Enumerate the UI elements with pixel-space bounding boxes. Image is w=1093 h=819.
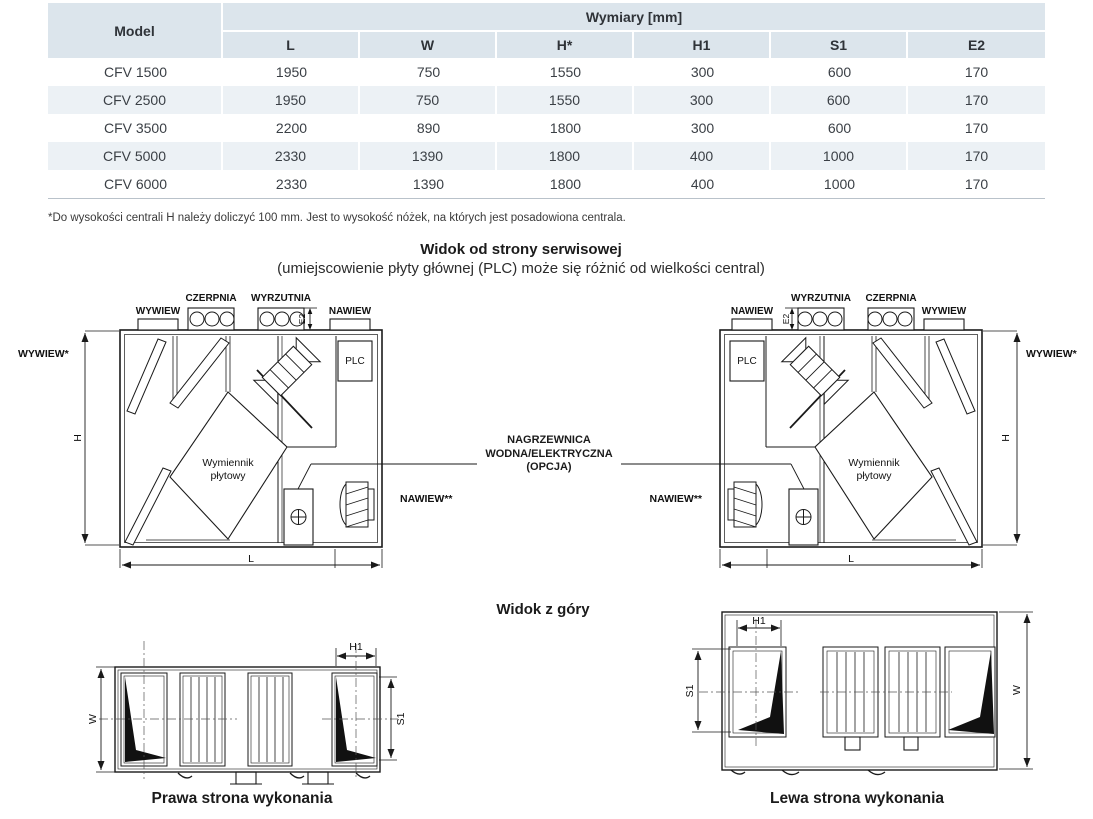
duct-label: NAWIEW — [328, 306, 372, 317]
dim-label-h1: H1 — [349, 641, 363, 653]
value-cell: 2330 — [275, 176, 308, 192]
value-cell: 1800 — [549, 120, 582, 136]
value-cell: 300 — [690, 64, 715, 80]
heater-note-line: WODNA/ELEKTRYCZNA — [485, 447, 613, 460]
plc-label: PLC — [737, 356, 757, 367]
service-view-left-unit-drawing — [85, 308, 427, 568]
column-header-w: W — [360, 32, 495, 58]
heater-note-line: (OPCJA) — [526, 461, 572, 473]
value-cell: 300 — [690, 120, 715, 136]
value-cell: 400 — [690, 176, 715, 192]
value-cell: 2330 — [223, 142, 360, 170]
value-cell: 2200 — [275, 120, 308, 136]
value-cell: 170 — [908, 142, 1045, 170]
value-cell: 890 — [416, 120, 441, 136]
dim-label-l: L — [248, 553, 254, 565]
value-cell: 400 — [634, 142, 771, 170]
exchanger-label: płytowy — [210, 470, 246, 482]
duct-label: NAWIEW — [730, 306, 774, 317]
exchanger-label: płytowy — [856, 470, 892, 482]
dim-label-e2: E2 — [781, 313, 791, 325]
dim-label-h1: H1 — [752, 615, 766, 627]
dim-label-h: H — [72, 434, 84, 442]
dim-label-h: H — [1000, 434, 1012, 442]
value-cell: 600 — [771, 86, 908, 114]
top-view-right-side-drawing — [87, 641, 407, 784]
side-label-nawiew-dstar: NAWIEW** — [400, 493, 453, 505]
value-cell: 170 — [908, 86, 1045, 114]
table-group-header: Wymiary [mm] — [223, 3, 1045, 30]
plc-label: PLC — [345, 356, 365, 367]
heater-note-line: NAGRZEWNICA — [507, 434, 591, 446]
service-view-subtitle: (umiejscowienie płyty głównej (PLC) może się różnić od wielkości central) — [277, 260, 765, 277]
value-cell: 1950 — [223, 86, 360, 114]
service-view-title: Widok od strony serwisowej — [420, 241, 622, 258]
value-cell: 1000 — [823, 176, 856, 192]
value-cell: 1800 — [497, 142, 634, 170]
duct-label: CZERPNIA — [865, 293, 917, 304]
value-cell: 1950 — [275, 64, 308, 80]
value-cell: 300 — [634, 86, 771, 114]
model-cell: CFV 5000 — [48, 142, 223, 170]
top-view-title: Widok z góry — [496, 601, 590, 618]
value-cell: 1550 — [497, 86, 634, 114]
side-label-nawiew-dstar: NAWIEW** — [649, 493, 702, 505]
column-header-s1: S1 — [771, 32, 906, 58]
value-cell: 170 — [964, 64, 989, 80]
duct-label: WYRZUTNIA — [251, 293, 311, 304]
value-cell: 600 — [827, 64, 852, 80]
duct-label: WYWIEW — [135, 306, 181, 317]
dim-label-s1: S1 — [684, 684, 696, 698]
column-header-h: H* — [497, 32, 632, 58]
dim-label-w: W — [1011, 685, 1023, 695]
duct-label: WYWIEW — [921, 306, 967, 317]
model-cell: CFV 6000 — [103, 176, 168, 192]
dim-label-l: L — [848, 553, 854, 565]
model-cell: CFV 3500 — [103, 120, 168, 136]
top-view-left-caption: Prawa strona wykonania — [151, 790, 333, 807]
column-header-model: Model — [48, 3, 221, 58]
value-cell: 600 — [827, 120, 852, 136]
table-footnote: *Do wysokości centrali H należy doliczyć 100 mm. Jest to wysokość nóżek, na których jest posadowiona centrala. — [48, 212, 626, 224]
column-header-h1: H1 — [634, 32, 769, 58]
dim-label-s1: S1 — [395, 712, 407, 726]
value-cell: 750 — [360, 86, 497, 114]
duct-label: WYRZUTNIA — [791, 293, 851, 304]
column-header-l: L — [223, 32, 358, 58]
model-cell: CFV 1500 — [103, 64, 168, 80]
dim-label-w: W — [87, 714, 99, 724]
top-view-left-side-drawing — [684, 612, 1033, 775]
model-cell: CFV 2500 — [48, 86, 223, 114]
side-label-wywiew-star: WYWIEW* — [1026, 348, 1077, 360]
column-header-e2: E2 — [908, 32, 1045, 58]
dim-label-e2: E2 — [297, 313, 307, 325]
value-cell: 750 — [416, 64, 441, 80]
value-cell: 1800 — [549, 176, 582, 192]
service-view-right-unit-drawing — [675, 308, 1017, 568]
value-cell: 1390 — [412, 176, 445, 192]
value-cell: 1390 — [360, 142, 497, 170]
value-cell: 170 — [964, 120, 989, 136]
top-view-right-caption: Lewa strona wykonania — [770, 790, 944, 807]
value-cell: 1000 — [771, 142, 908, 170]
value-cell: 170 — [964, 176, 989, 192]
exchanger-label: Wymiennik — [202, 457, 254, 469]
side-label-wywiew-star: WYWIEW* — [18, 348, 69, 360]
exchanger-label: Wymiennik — [848, 457, 900, 469]
value-cell: 1550 — [549, 64, 582, 80]
duct-label: CZERPNIA — [185, 293, 237, 304]
